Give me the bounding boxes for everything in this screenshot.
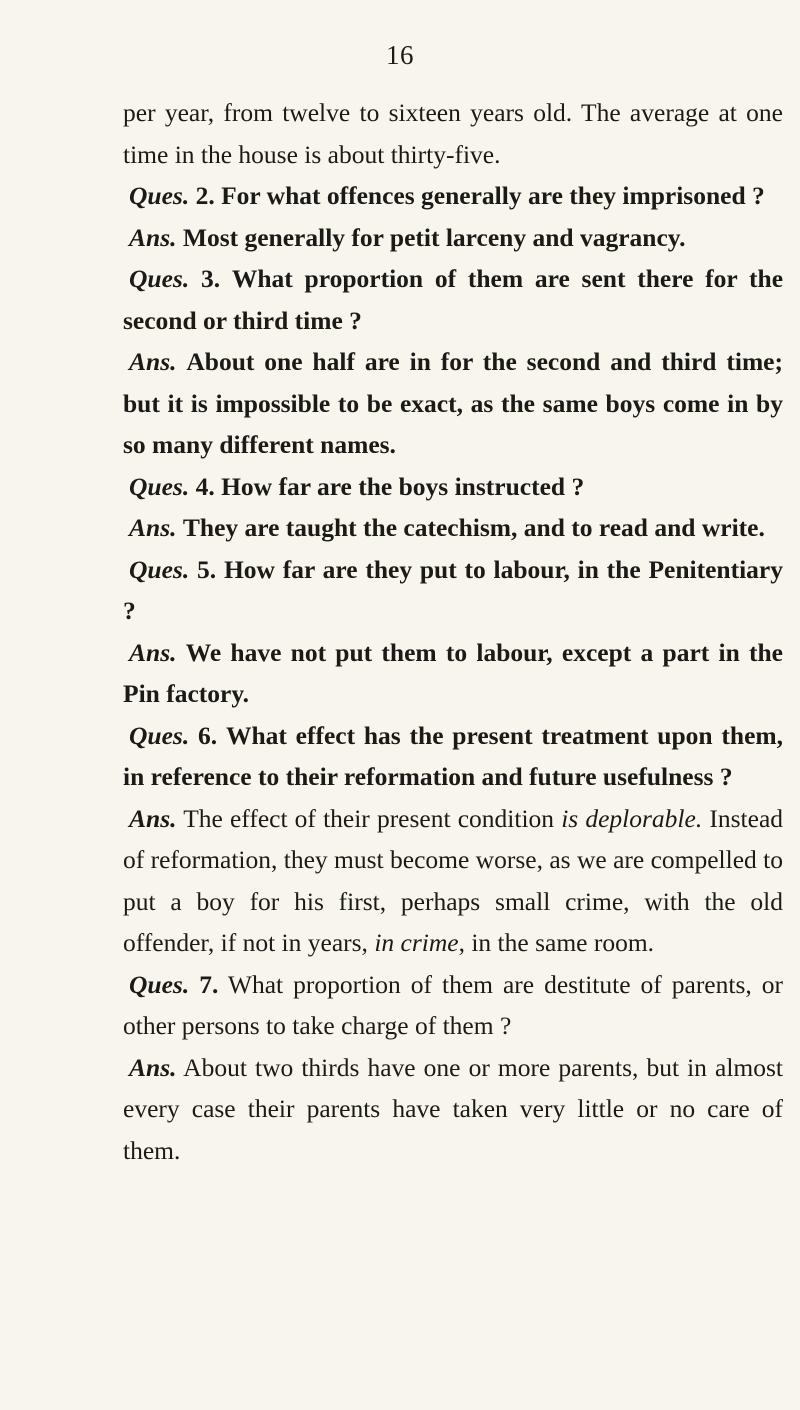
question-3 xyxy=(123,258,783,341)
question-text: How far are they put to labour, in the Penitentiary ? xyxy=(123,554,784,625)
question-6 xyxy=(123,715,783,798)
question-text: How far are the boys instructed ? xyxy=(221,471,585,501)
answer-label: Ans. xyxy=(129,513,177,542)
question-text: What proportion of them are destitute of parents, or other persons to take charge of them ? xyxy=(123,969,784,1040)
answer-label: Ans. xyxy=(129,222,177,252)
paragraph-continuation xyxy=(123,92,783,175)
answer-2 xyxy=(123,217,783,259)
answer-text: About two thirds have one or more parents, but in almost every case their parents have taken very little or no care of them. xyxy=(123,1052,783,1165)
answer-text-end: , in the same room. xyxy=(458,928,655,957)
answer-label: Ans. xyxy=(129,803,177,833)
question-number: 5. xyxy=(197,554,217,584)
answer-label: Ans. xyxy=(129,347,177,376)
answer-4 xyxy=(123,507,783,549)
answer-label: Ans. xyxy=(129,637,177,667)
answer-text-middle: Instead of reformation, they must become worse, as we are compelled to put a boy for his first, perhaps small crime, with the old offender, if not in years, xyxy=(123,803,784,957)
answer-text: Most generally for petit larceny and vagrancy. xyxy=(182,222,686,252)
question-number: 2. xyxy=(195,181,215,210)
question-label: Ques. xyxy=(129,554,190,584)
answer-italic-phrase: is deplorable. xyxy=(561,803,703,833)
answer-text: They are taught the catechism, and to read and write. xyxy=(182,513,765,542)
question-text: What effect has the present treatment upon them, in reference to their reformation and future usefulness ? xyxy=(123,720,783,791)
answer-text: About one half are in for the second and third time; but it is impossible to be exact, as the same boys come in by so many different names. xyxy=(123,347,783,459)
question-text: For what offences generally are they imprisoned ? xyxy=(221,181,765,210)
answer-7 xyxy=(123,1047,783,1172)
answer-6 xyxy=(123,798,783,964)
question-7 xyxy=(123,964,783,1047)
page-number: 16 xyxy=(386,40,414,70)
answer-5 xyxy=(123,632,783,715)
question-label: Ques. xyxy=(129,181,190,210)
question-label: Ques. xyxy=(129,264,190,293)
question-number: 6. xyxy=(198,720,218,750)
question-label: Ques. xyxy=(129,720,190,750)
question-2 xyxy=(123,175,783,217)
question-5 xyxy=(123,549,783,632)
answer-text: We have not put them to labour, except a part in the Pin factory. xyxy=(123,637,783,708)
question-4 xyxy=(123,466,783,508)
paragraph-text: per year, from twelve to sixteen years old. The average at one time in the house is about thirty-five. xyxy=(123,98,783,169)
question-label: Ques. xyxy=(129,471,190,501)
answer-italic-crime: in crime xyxy=(374,928,459,957)
answer-label: Ans. xyxy=(129,1052,177,1082)
question-label: Ques. xyxy=(129,969,190,999)
answer-3 xyxy=(123,341,783,466)
answer-text: The effect of their present condition xyxy=(183,803,555,833)
question-number: 4. xyxy=(195,471,215,501)
question-text: What proportion of them are sent there for the second or third time ? xyxy=(123,264,784,335)
page-text xyxy=(123,92,783,1171)
question-number: 3. xyxy=(200,264,221,293)
question-number: 7. xyxy=(199,969,219,999)
